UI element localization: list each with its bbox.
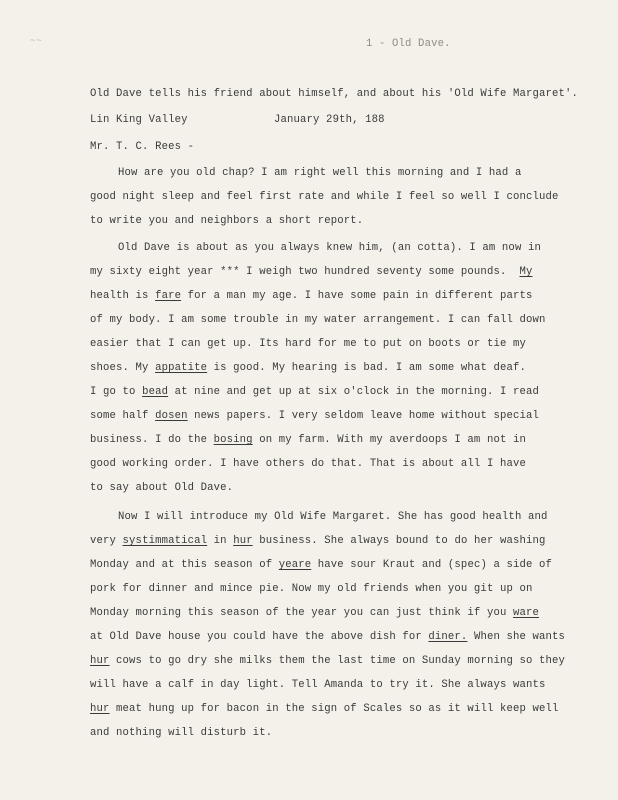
p2-underlined-word: My (519, 266, 533, 278)
p3-underlined-word: hur (90, 655, 110, 667)
p2-text: news papers. I very seldom leave home without special (187, 410, 540, 422)
p3-text: cows to go dry she milks them the last time on Sunday morning so they (109, 655, 566, 667)
p2-text: for a man my age. I have some pain in different parts (181, 290, 533, 302)
p2-line: easier that I can get up. Its hard for me to put on boots or tie my (90, 338, 526, 350)
p2-text: at nine and get up at six o'clock in the morning. I read (168, 386, 540, 398)
p2-line: of my body. I am some trouble in my water arrangement. I can fall down (90, 314, 546, 326)
p3-line (90, 535, 546, 547)
p3-line (90, 559, 552, 571)
p3-line (90, 703, 559, 715)
p3-text: Monday and at this season of (90, 559, 279, 571)
p2-line (90, 410, 539, 422)
stray-pencil-mark: ~~ (30, 36, 43, 46)
page-header: 1 - Old Dave. (366, 38, 451, 50)
p2-line (90, 290, 533, 302)
p2-text: my sixty eight year *** I weigh two hundred seventy some pounds. (90, 266, 520, 278)
p3-line (90, 655, 565, 667)
p2-line (90, 362, 526, 374)
p2-underlined-word: dosen (155, 410, 188, 422)
p2-text: business. I do the (90, 434, 214, 446)
p2-text: I go to (90, 386, 143, 398)
letter-date: January 29th, 188 (274, 114, 385, 126)
p3-line: and nothing will disturb it. (90, 727, 273, 739)
letter-place: Lin King Valley (90, 114, 188, 126)
p3-text: business. She always bound to do her washing (252, 535, 546, 547)
p3-text: in (207, 535, 234, 547)
letter-salutation: Mr. T. C. Rees - (90, 141, 195, 153)
p2-text: some half (90, 410, 156, 422)
p2-line (90, 266, 533, 278)
p3-text: at Old Dave house you could have the above dish for (90, 631, 429, 643)
p2-line (90, 434, 526, 446)
p2-line: good working order. I have others do that. That is about all I have (90, 458, 526, 470)
letter-subtitle: Old Dave tells his friend about himself, and about his 'Old Wife Margaret'. (90, 88, 579, 100)
p3-line: pork for dinner and mince pie. Now my old friends when you git up on (90, 583, 533, 595)
p2-line (90, 386, 539, 398)
p2-underlined-word: bead (142, 386, 169, 398)
p1-line: good night sleep and feel first rate and while I feel so well I conclude (90, 191, 559, 203)
p3-underlined-word: yeare (278, 559, 312, 571)
p3-line (90, 607, 539, 619)
p3-underlined-word: ware (512, 607, 540, 619)
p2-underlined-word: fare (155, 290, 182, 302)
p2-text: health is (90, 290, 156, 302)
p3-underlined-word: hur (233, 535, 253, 547)
p3-underlined-word: hur (90, 703, 110, 715)
p3-line: Now I will introduce my Old Wife Margaret. She has good health and (118, 511, 548, 523)
p2-underlined-word: appatite (155, 362, 208, 374)
p3-line: will have a calf in day light. Tell Amanda to try it. She always wants (90, 679, 546, 691)
p2-underlined-word: bosing (213, 434, 253, 446)
p3-underlined-word: systimmatical (122, 535, 208, 547)
p1-line: to write you and neighbors a short report. (90, 215, 364, 227)
p2-text: shoes. My (90, 362, 156, 374)
p3-text: meat hung up for bacon in the sign of Scales so as it will keep well (109, 703, 559, 715)
p2-text: is good. My hearing is bad. I am some what deaf. (207, 362, 526, 374)
p3-line (90, 631, 565, 643)
p3-text: Monday morning this season of the year you can just think if you (90, 607, 513, 619)
p2-text: on my farm. With my averdoops I am not in (252, 434, 526, 446)
p3-underlined-word: diner. (428, 631, 468, 643)
p3-text: very (90, 535, 123, 547)
p3-text: have sour Kraut and (spec) a side of (311, 559, 553, 571)
p3-text: When she wants (467, 631, 566, 643)
p1-line: How are you old chap? I am right well this morning and I had a (118, 167, 522, 179)
p2-line: Old Dave is about as you always knew him, (an cotta). I am now in (118, 242, 541, 254)
p2-line: to say about Old Dave. (90, 482, 234, 494)
